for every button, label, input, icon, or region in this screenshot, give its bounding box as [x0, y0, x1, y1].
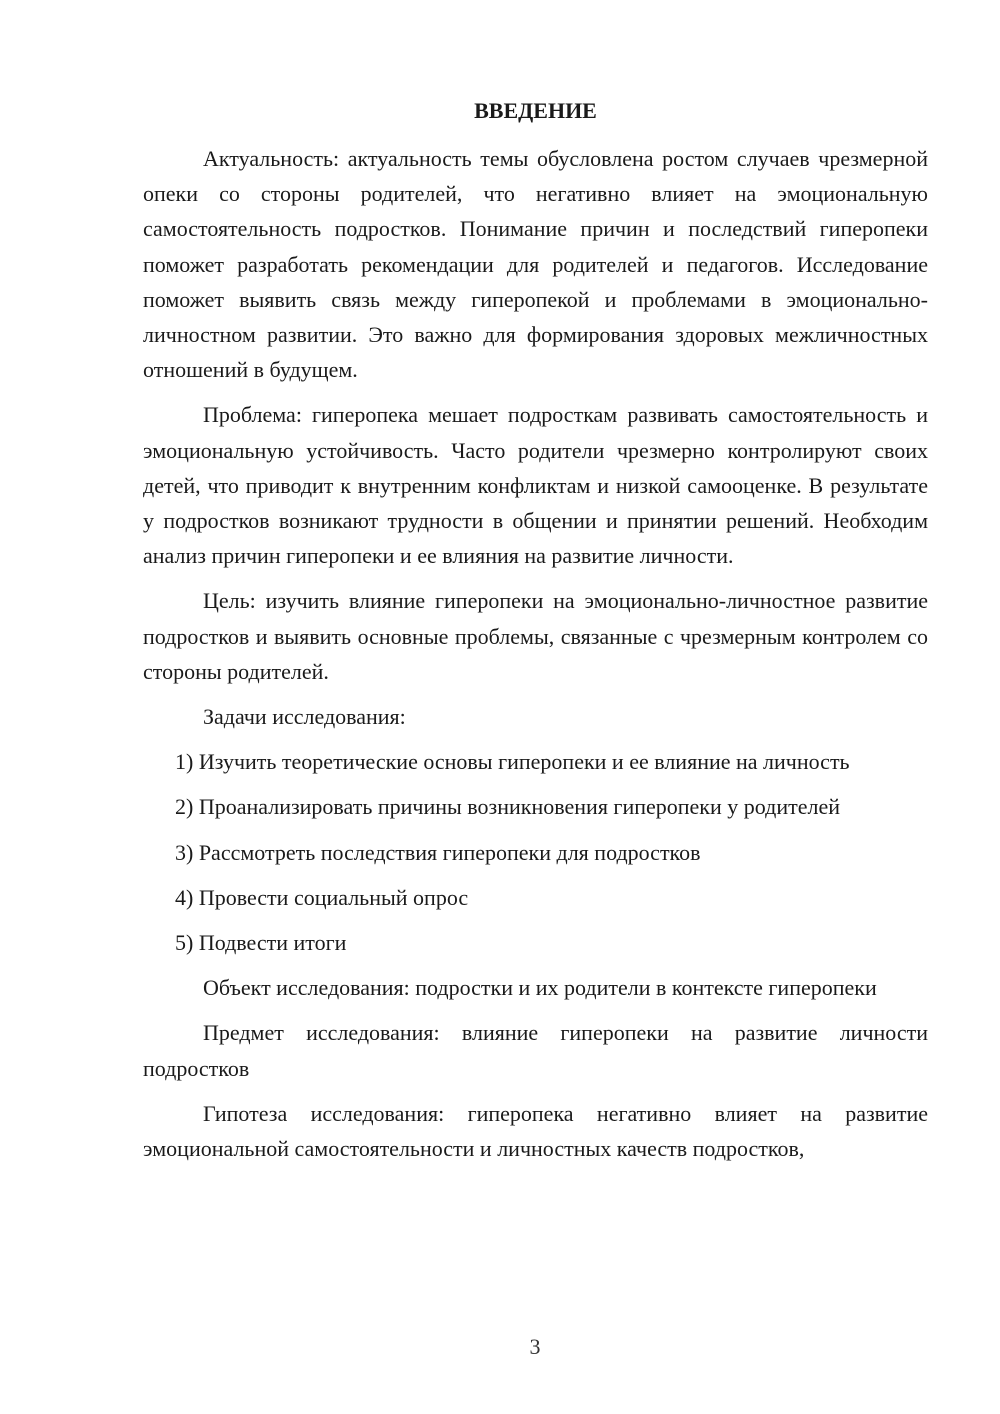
hypothesis-paragraph: Гипотеза исследования: гиперопека негативно влияет на развитие эмоциональной самостоятельности и личностных качеств подростков,	[143, 1100, 928, 1162]
page-title: ВВЕДЕНИЕ	[474, 98, 597, 123]
document-body	[143, 141, 928, 1176]
goal-paragraph: Цель: изучить влияние гиперопеки на эмоционально-личностное развитие подростков и выявить основные проблемы, связанные с чрезмерным контролем со стороны родителей.	[143, 588, 928, 684]
relevance-paragraph: Актуальность: актуальность темы обусловлена ростом случаев чрезмерной опеки со стороны родителей, что негативно влияет на эмоциональную самостоятельность подростков. Понимание причин и последствий гиперопеки поможет разработать рекомендации для родителей и педагогов. Исследование поможет выявить связь между гиперопекой и проблемами в эмоционально-личностном развитии. Это важно для формирования здоровых межличностных отношений в будущем.	[143, 146, 928, 383]
tasks-heading: Задачи исследования:	[203, 704, 406, 730]
task-item: 5) Подвести итоги	[175, 930, 347, 956]
object-paragraph: Объект исследования: подростки и их родители в контексте гиперопеки	[203, 975, 877, 1001]
task-item: 2) Проанализировать причины возникновения гиперопеки у родителей	[175, 794, 840, 820]
task-item: 1) Изучить теоретические основы гиперопеки и ее влияние на личность	[175, 749, 850, 775]
task-item: 3) Рассмотреть последствия гиперопеки для подростков	[175, 839, 701, 865]
page-number: 3	[529, 1334, 541, 1359]
task-item: 4) Провести социальный опрос	[175, 884, 469, 910]
problem-paragraph: Проблема: гиперопека мешает подросткам развивать самостоятельность и эмоциональную устойчивость. Часто родители чрезмерно контролируют своих детей, что приводит к внутренним конфликтам и низкой самооценке. В результате у подростков возникают трудности в общении и принятии решений. Необходим анализ причин гиперопеки и ее влияния на развитие личности.	[143, 402, 928, 569]
subject-paragraph: Предмет исследования: влияние гиперопеки на развитие личности подростков	[143, 1020, 928, 1081]
